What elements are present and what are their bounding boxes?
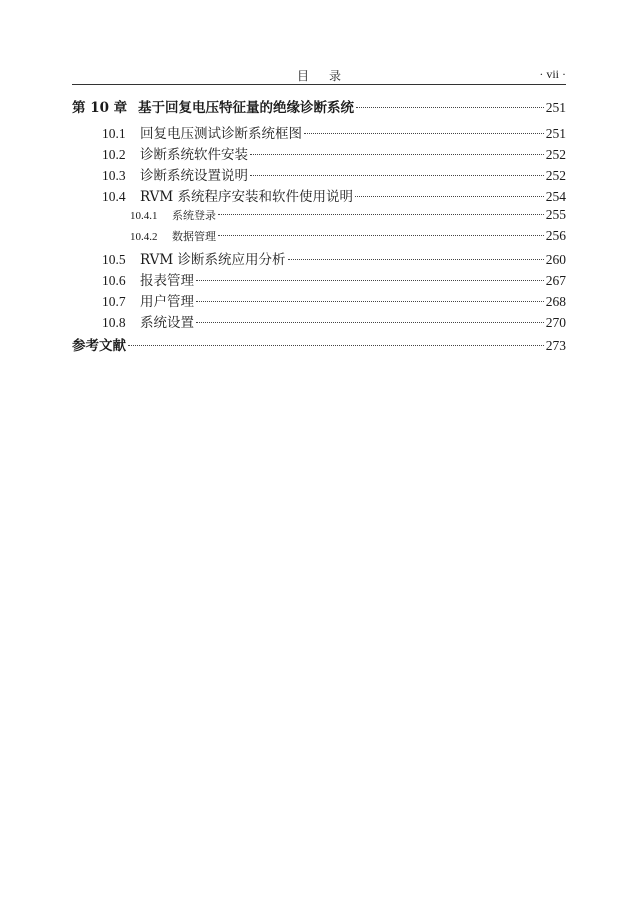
toc-entry-title: RVM 诊断系统应用分析	[140, 252, 286, 268]
toc-entry-number: 10.5	[102, 252, 126, 267]
toc-entry-page: 255	[545, 207, 566, 222]
toc-entry-page: 267	[545, 273, 566, 288]
toc-entry-title: RVM 系统程序安装和软件使用说明	[140, 189, 354, 205]
toc-entry-title: 参考文献	[72, 338, 126, 354]
toc-entry-title: 系统登录	[172, 209, 216, 222]
toc-entry-title: 系统设置	[140, 315, 194, 331]
toc-entry-number: 10.8	[102, 315, 126, 330]
toc-entry-number: 10.3	[102, 168, 126, 183]
toc-entry-page: 273	[545, 338, 566, 353]
toc-leader-dots	[304, 132, 544, 134]
toc-entry-page: 270	[545, 315, 566, 330]
toc-entry-10-3[interactable]	[102, 164, 566, 184]
toc-entry-title: 诊断系统软件安装	[140, 147, 248, 163]
toc-leader-dots	[218, 234, 544, 236]
toc-entry-page: 251	[545, 126, 566, 141]
toc-entry-number: 第 10 章	[72, 100, 128, 116]
toc-entry-10-8[interactable]	[102, 311, 566, 331]
toc-entry-chapter-10[interactable]	[72, 96, 566, 116]
toc-leader-dots	[128, 344, 544, 346]
running-header	[72, 62, 566, 85]
toc-entry-page: 252	[545, 168, 566, 183]
toc-leader-dots	[250, 174, 544, 176]
toc-entry-page: 252	[545, 147, 566, 162]
toc-entry-number: 10.2	[102, 147, 126, 162]
toc-entry-number: 10.1	[102, 126, 126, 141]
toc-entry-number: 10.4.2	[130, 231, 158, 243]
toc-entry-10-4[interactable]	[102, 185, 566, 205]
toc-entry-10-7[interactable]	[102, 290, 566, 310]
toc-entry-number: 10.7	[102, 294, 126, 309]
toc-entry-title: 诊断系统设置说明	[140, 168, 248, 184]
toc-entry-title: 报表管理	[140, 273, 194, 289]
toc-leader-dots	[288, 258, 544, 260]
toc-leader-dots	[196, 279, 544, 281]
toc-leader-dots	[196, 300, 544, 302]
toc-leader-dots	[196, 321, 544, 323]
header-title: 目录	[296, 69, 361, 83]
toc-leader-dots	[250, 153, 544, 155]
toc-entry-10-1[interactable]	[102, 122, 566, 142]
toc-entry-page: 254	[545, 189, 566, 204]
toc-entry-page: 256	[545, 228, 566, 243]
toc-entry-10-6[interactable]	[102, 269, 566, 289]
header-page-number: · vii ·	[539, 67, 566, 81]
toc-entry-title: 回复电压测试诊断系统框图	[140, 126, 302, 142]
toc-entry-page: 260	[545, 252, 566, 267]
toc-entry-references[interactable]	[72, 334, 566, 354]
toc-entry-number: 10.4	[102, 189, 126, 204]
toc-entry-title: 用户管理	[140, 294, 194, 310]
toc-leader-dots	[356, 106, 544, 108]
toc-entry-page: 251	[545, 100, 566, 115]
toc-leader-dots	[218, 213, 544, 215]
toc-entry-number: 10.4.1	[130, 210, 158, 222]
toc-entry-page: 268	[545, 294, 566, 309]
toc-entry-title: 基于回复电压特征量的绝缘诊断系统	[138, 100, 354, 116]
toc-entry-title: 数据管理	[172, 230, 216, 243]
toc-entry-10-4-1[interactable]	[130, 207, 566, 223]
toc-entry-10-2[interactable]	[102, 143, 566, 163]
toc-entry-10-5[interactable]	[102, 248, 566, 268]
toc-entry-10-4-2[interactable]	[130, 228, 566, 244]
toc-entry-number: 10.6	[102, 273, 126, 288]
toc-leader-dots	[355, 195, 544, 197]
